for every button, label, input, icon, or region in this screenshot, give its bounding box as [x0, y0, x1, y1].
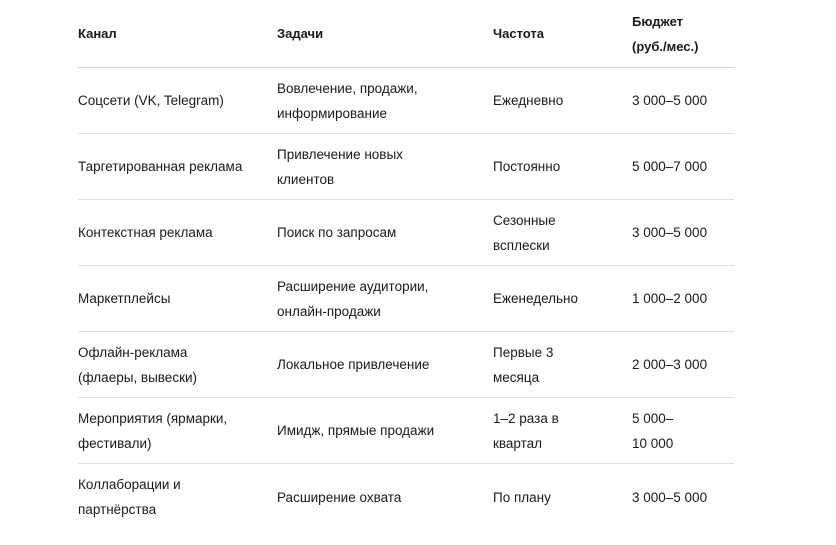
table-row	[78, 134, 734, 200]
cell-tasks: Вовлечение, продажи, информирование	[277, 80, 418, 121]
cell-frequency: Еженедельно	[493, 291, 579, 306]
cell-budget: 3 000–5 000	[632, 489, 708, 505]
cell-channel: Мероприятия (ярмарки, фестивали)	[78, 410, 228, 451]
table-row	[78, 464, 734, 530]
header-budget	[632, 9, 734, 59]
cell-tasks: Локальное привлечение	[277, 357, 430, 372]
header-frequency: Частота	[493, 26, 545, 41]
header-tasks: Задачи	[277, 26, 324, 41]
cell-frequency: 1–2 раза в квартал	[493, 410, 559, 451]
table-header-row	[78, 0, 734, 68]
table-row	[78, 68, 734, 134]
cell-channel: Таргетированная реклама	[78, 159, 243, 174]
cell-budget: 5 000–10 000	[632, 410, 674, 451]
cell-frequency: По плану	[493, 489, 551, 505]
table-row	[78, 266, 734, 332]
cell-budget: 3 000–5 000	[632, 225, 708, 240]
table-row	[78, 398, 734, 464]
cell-channel: Коллаборации и партнёрства	[78, 477, 181, 517]
cell-frequency: Сезонные всплески	[493, 212, 556, 253]
cell-budget: 5 000–7 000	[632, 159, 708, 174]
cell-tasks: Поиск по запросам	[277, 225, 397, 240]
cell-channel: Контекстная реклама	[78, 225, 213, 240]
cell-frequency: Первые 3 месяца	[493, 344, 554, 385]
marketing-channels-table	[78, 0, 734, 530]
cell-tasks: Имидж, прямые продажи	[277, 423, 435, 438]
cell-channel: Соцсети (VK, Telegram)	[78, 93, 224, 108]
table-row	[78, 200, 734, 266]
table-row	[78, 332, 734, 398]
cell-tasks: Расширение аудитории, онлайн-продажи	[277, 278, 429, 319]
cell-channel: Офлайн-реклама (флаеры, вывески)	[78, 344, 198, 385]
cell-tasks: Привлечение новых клиентов	[277, 146, 403, 187]
cell-budget: 1 000–2 000	[632, 291, 708, 306]
cell-budget: 2 000–3 000	[632, 357, 708, 372]
cell-budget: 3 000–5 000	[632, 93, 708, 108]
cell-frequency: Постоянно	[493, 159, 561, 174]
cell-frequency: Ежедневно	[493, 93, 564, 108]
cell-tasks: Расширение охвата	[277, 489, 402, 505]
header-budget-line1: Бюджет	[632, 13, 683, 29]
cell-channel: Маркетплейсы	[78, 291, 171, 306]
header-channel: Канал	[78, 26, 117, 41]
header-budget-line2: (руб./мес.)	[632, 38, 699, 54]
